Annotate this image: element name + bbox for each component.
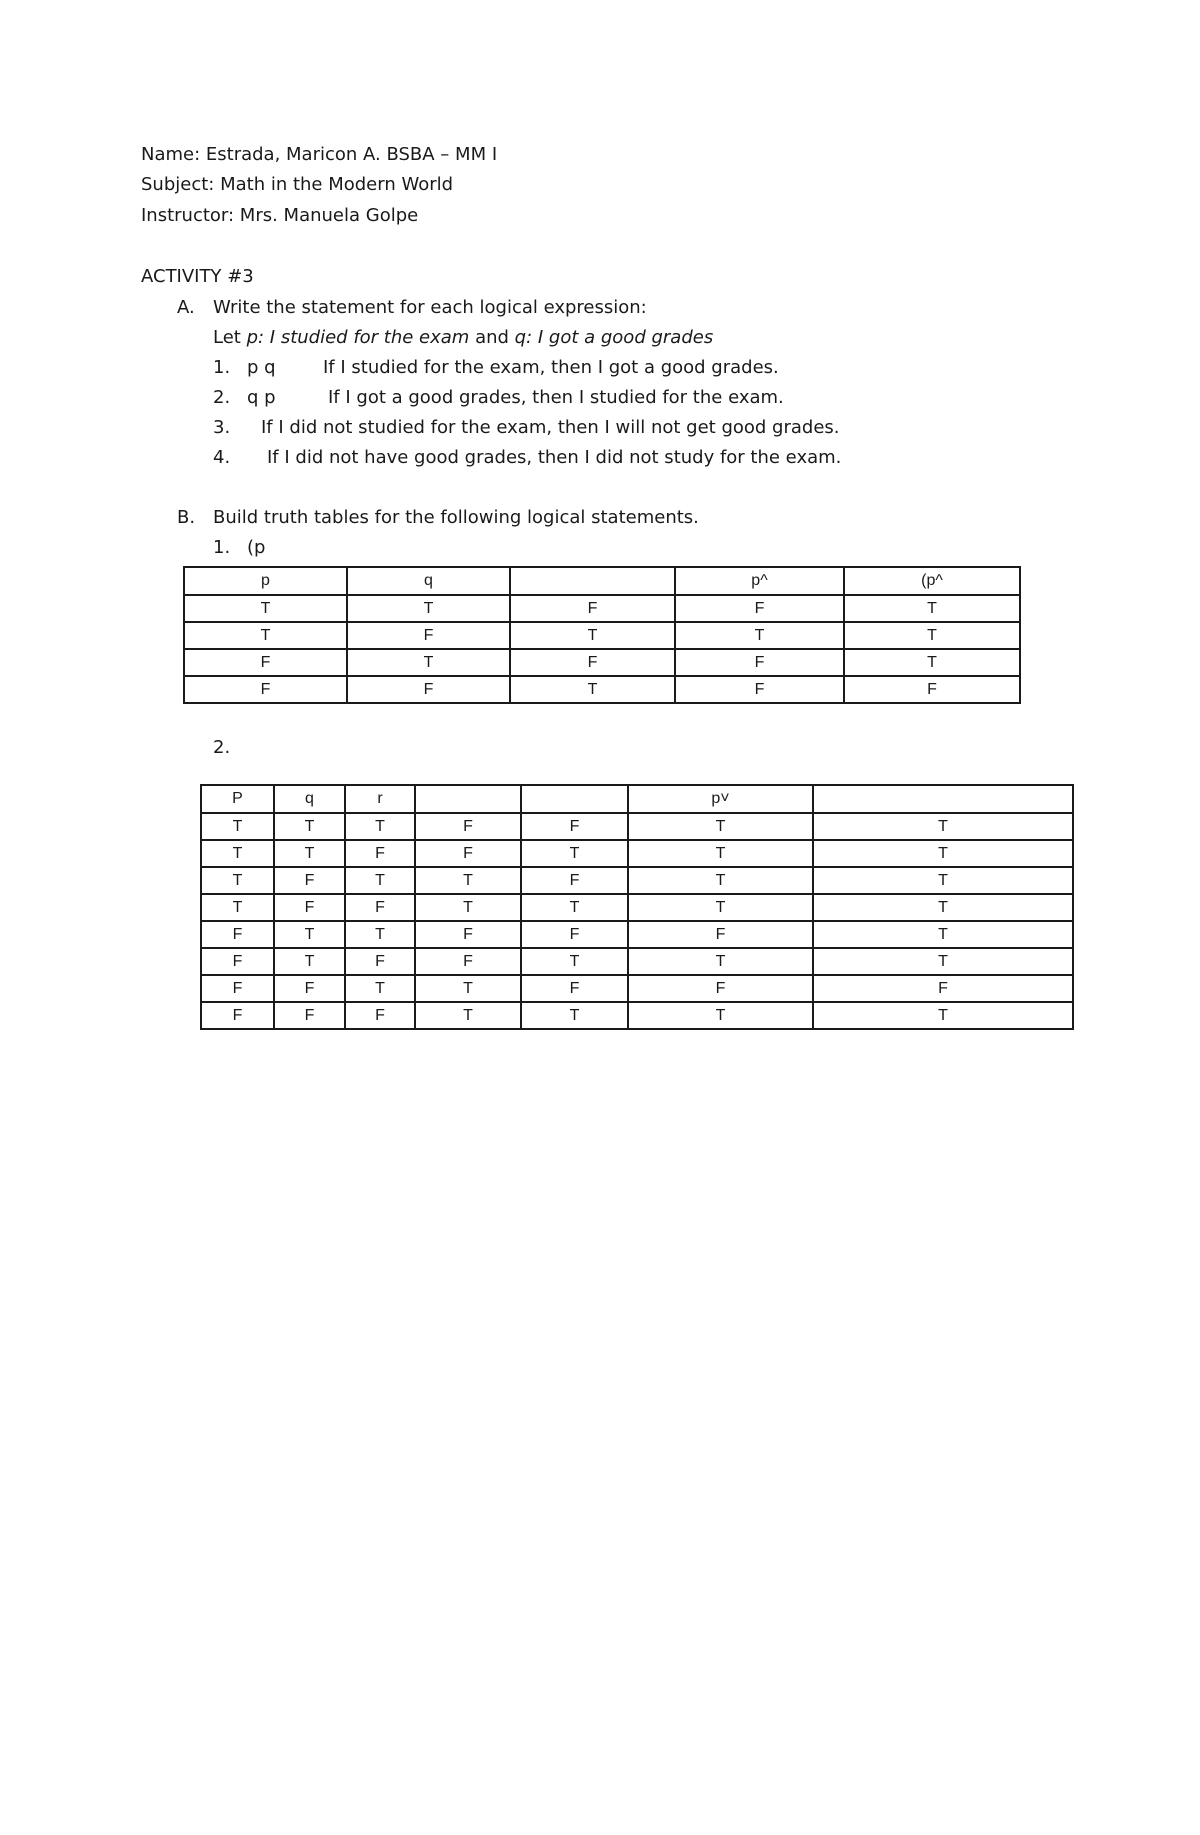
column-header: p	[184, 567, 347, 595]
table-cell: F	[521, 813, 628, 840]
subject-line: Subject: Math in the Modern World	[141, 174, 454, 195]
table-cell: T	[345, 921, 415, 948]
table-cell: F	[628, 975, 813, 1002]
table-cell: F	[345, 1002, 415, 1029]
column-header	[813, 785, 1073, 813]
column-header: (p^	[844, 567, 1020, 595]
column-header: P	[201, 785, 274, 813]
table-cell: F	[415, 813, 521, 840]
section-b-marker: B.	[177, 507, 196, 528]
table-cell: T	[345, 813, 415, 840]
table-cell: T	[274, 840, 345, 867]
name-line: Name: Estrada, Maricon A. BSBA – MM I	[141, 144, 498, 165]
table-cell: T	[345, 867, 415, 894]
table-cell: F	[274, 1002, 345, 1029]
table-cell: T	[628, 948, 813, 975]
item-statement: If I did not studied for the exam, then I will not get good grades.	[261, 417, 840, 438]
column-header	[510, 567, 675, 595]
instructor-line: Instructor: Mrs. Manuela Golpe	[141, 205, 419, 226]
table-cell: F	[347, 622, 510, 649]
table-cell: T	[415, 1002, 521, 1029]
table-cell: F	[345, 948, 415, 975]
and-word: and	[469, 327, 515, 348]
table-cell: T	[628, 1002, 813, 1029]
table-row	[201, 813, 1073, 840]
table-cell: F	[813, 975, 1073, 1002]
column-header	[415, 785, 521, 813]
section-a-instruction: Write the statement for each logical expression:	[213, 297, 647, 318]
table-cell: F	[184, 649, 347, 676]
q-definition: q: I got a good grades	[514, 327, 714, 348]
item-expression: (p	[247, 537, 266, 558]
table-cell: T	[347, 595, 510, 622]
table-cell: T	[521, 894, 628, 921]
table-cell: F	[510, 595, 675, 622]
column-header: p^	[675, 567, 844, 595]
table-cell: T	[201, 840, 274, 867]
table-cell: T	[813, 894, 1073, 921]
table-cell: T	[628, 867, 813, 894]
section-b-heading	[177, 507, 699, 529]
table-row	[201, 975, 1073, 1002]
table-cell: T	[813, 1002, 1073, 1029]
table-cell: T	[813, 921, 1073, 948]
table-row	[184, 622, 1020, 649]
table-cell: F	[274, 975, 345, 1002]
table-cell: T	[415, 894, 521, 921]
table-row	[201, 840, 1073, 867]
table-cell: T	[184, 622, 347, 649]
table-cell: F	[521, 975, 628, 1002]
table-cell: T	[813, 948, 1073, 975]
section-a-heading	[177, 297, 647, 319]
item-statement: If I studied for the exam, then I got a good grades.	[323, 357, 779, 378]
table-row	[201, 1002, 1073, 1029]
table-header-row	[201, 785, 1073, 813]
column-header: q	[347, 567, 510, 595]
column-header: q	[274, 785, 345, 813]
table-cell: T	[347, 649, 510, 676]
table-cell: T	[521, 948, 628, 975]
table-cell: T	[813, 813, 1073, 840]
table-cell: T	[201, 894, 274, 921]
table-cell: T	[201, 813, 274, 840]
table-cell: F	[844, 676, 1020, 703]
table-cell: T	[510, 622, 675, 649]
table-cell: T	[415, 867, 521, 894]
column-header: r	[345, 785, 415, 813]
item-statement: If I did not have good grades, then I did not study for the exam.	[267, 447, 842, 468]
table-cell: F	[201, 921, 274, 948]
item-number: 3.	[213, 417, 231, 438]
table-cell: T	[844, 649, 1020, 676]
table-cell: F	[345, 840, 415, 867]
table-cell: F	[274, 894, 345, 921]
table-cell: F	[510, 649, 675, 676]
table-cell: F	[675, 649, 844, 676]
table-row	[201, 894, 1073, 921]
table-cell: F	[184, 676, 347, 703]
table-cell: T	[628, 894, 813, 921]
table-cell: F	[521, 867, 628, 894]
truth-table-2-label: 2.	[213, 737, 231, 758]
list-item-a4	[213, 447, 841, 469]
list-item-a2	[213, 387, 784, 409]
item-number: 1.	[213, 357, 231, 378]
table-cell: T	[274, 813, 345, 840]
table-cell: F	[345, 894, 415, 921]
item-expression: p q	[247, 357, 276, 378]
table-cell: F	[675, 676, 844, 703]
table-cell: T	[628, 840, 813, 867]
table-cell: F	[347, 676, 510, 703]
column-header	[521, 785, 628, 813]
table-row	[201, 867, 1073, 894]
activity-title: ACTIVITY #3	[141, 266, 254, 287]
table-row	[184, 595, 1020, 622]
table-cell: F	[201, 975, 274, 1002]
table-cell: T	[813, 840, 1073, 867]
item-statement: If I got a good grades, then I studied for the exam.	[328, 387, 784, 408]
table-cell: F	[415, 840, 521, 867]
let-prefix: Let	[213, 327, 247, 348]
table-cell: F	[415, 948, 521, 975]
variable-definitions	[213, 327, 713, 349]
table-cell: F	[628, 921, 813, 948]
table-cell: T	[521, 840, 628, 867]
table-row	[184, 676, 1020, 703]
table-cell: F	[675, 595, 844, 622]
list-item-a1	[213, 357, 779, 379]
table-row	[201, 921, 1073, 948]
table-cell: T	[628, 813, 813, 840]
truth-table-2	[200, 784, 1074, 1030]
table-cell: F	[201, 948, 274, 975]
section-b-instruction: Build truth tables for the following logical statements.	[213, 507, 699, 528]
table-cell: F	[415, 921, 521, 948]
table-row	[184, 649, 1020, 676]
table-cell: T	[510, 676, 675, 703]
truth-table-1	[183, 566, 1021, 704]
table-cell: T	[844, 595, 1020, 622]
list-item-a3	[213, 417, 840, 439]
p-definition: p: I studied for the exam	[246, 327, 470, 348]
table-cell: T	[415, 975, 521, 1002]
item-number: 4.	[213, 447, 231, 468]
table-cell: F	[521, 921, 628, 948]
table-cell: T	[201, 867, 274, 894]
item-number: 2.	[213, 387, 231, 408]
table-cell: T	[675, 622, 844, 649]
table-row	[201, 948, 1073, 975]
table-cell: T	[521, 1002, 628, 1029]
item-number: 1.	[213, 537, 231, 558]
table-cell: F	[201, 1002, 274, 1029]
column-header: p˅	[628, 785, 813, 813]
truth-table-1-label	[213, 537, 265, 559]
table-cell: T	[844, 622, 1020, 649]
table-cell: T	[274, 948, 345, 975]
item-expression: q p	[247, 387, 276, 408]
table-header-row	[184, 567, 1020, 595]
table-cell: T	[184, 595, 347, 622]
table-cell: T	[813, 867, 1073, 894]
table-cell: T	[345, 975, 415, 1002]
table-cell: T	[274, 921, 345, 948]
table-cell: F	[274, 867, 345, 894]
section-a-marker: A.	[177, 297, 195, 318]
